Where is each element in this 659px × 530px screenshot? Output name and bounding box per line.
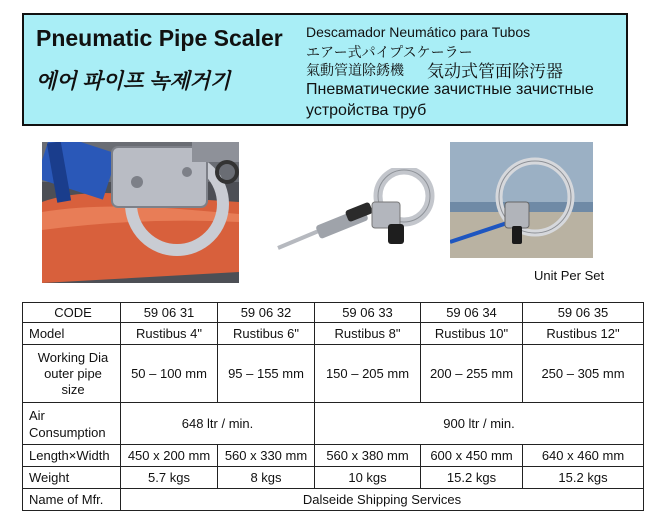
label-working-dia-line1: Working Dia (37, 349, 109, 365)
model-cell: Rustibus 4" (121, 323, 218, 345)
dia-cell: 200 – 255 mm (421, 345, 523, 403)
weight-cell: 10 kgs (315, 467, 421, 489)
product-photo-waterside (450, 142, 593, 258)
label-weight: Weight (23, 467, 121, 489)
weight-cell: 5.7 kgs (121, 467, 218, 489)
title-russian-line1: Пневматические зачистные зачистные (306, 81, 594, 98)
label-air-consumption (23, 403, 121, 445)
code-cell: 59 06 32 (218, 303, 315, 323)
label-air-line2: Consumption (29, 424, 106, 440)
product-photo-in-use (42, 142, 239, 283)
manufacturer-cell: Dalseide Shipping Services (121, 489, 644, 511)
air-cell-large: 900 ltr / min. (315, 403, 644, 445)
weight-cell: 15.2 kgs (523, 467, 644, 489)
dia-cell: 250 – 305 mm (523, 345, 644, 403)
dia-cell: 50 – 100 mm (121, 345, 218, 403)
label-working-dia (23, 345, 121, 403)
row-code (23, 303, 644, 323)
lw-cell: 450 x 200 mm (121, 445, 218, 467)
code-cell: 59 06 31 (121, 303, 218, 323)
title-chinese-traditional: 氣動管道除銹機 (306, 62, 404, 78)
title-english: Pneumatic Pipe Scaler (36, 25, 283, 51)
label-model: Model (23, 323, 121, 345)
weight-cell: 15.2 kgs (421, 467, 523, 489)
lw-cell: 560 x 330 mm (218, 445, 315, 467)
code-cell: 59 06 35 (523, 303, 644, 323)
title-russian-line2: устройства труб (306, 102, 427, 119)
label-code: CODE (23, 303, 121, 323)
model-cell: Rustibus 8" (315, 323, 421, 345)
row-length-width (23, 445, 644, 467)
row-air-consumption (23, 403, 644, 445)
label-length-width: Length×Width (23, 445, 121, 467)
dia-cell: 150 – 205 mm (315, 345, 421, 403)
code-cell: 59 06 33 (315, 303, 421, 323)
row-manufacturer (23, 489, 644, 511)
product-photo-tool (276, 168, 436, 258)
label-working-dia-line3: size (61, 381, 85, 397)
row-model (23, 323, 644, 345)
title-chinese-simplified: 気动式管面除汚器 (427, 62, 563, 81)
label-air-line1: Air (29, 407, 45, 423)
label-manufacturer: Name of Mfr. (23, 489, 121, 511)
title-banner (22, 13, 628, 126)
title-spanish: Descamador Neumático para Tubos (306, 24, 531, 40)
row-working-dia (23, 345, 644, 403)
model-cell: Rustibus 12" (523, 323, 644, 345)
title-japanese: エアー式パイプスケーラー (306, 44, 473, 60)
air-cell-small: 648 ltr / min. (121, 403, 315, 445)
lw-cell: 600 x 450 mm (421, 445, 523, 467)
lw-cell: 560 x 380 mm (315, 445, 421, 467)
spec-table (22, 302, 644, 511)
model-cell: Rustibus 6" (218, 323, 315, 345)
unit-per-set-note: Unit Per Set (534, 268, 605, 283)
label-working-dia-line2: outer pipe (44, 365, 102, 381)
lw-cell: 640 x 460 mm (523, 445, 644, 467)
row-weight (23, 467, 644, 489)
code-cell: 59 06 34 (421, 303, 523, 323)
dia-cell: 95 – 155 mm (218, 345, 315, 403)
weight-cell: 8 kgs (218, 467, 315, 489)
model-cell: Rustibus 10" (421, 323, 523, 345)
title-korean: 에어 파이프 녹제거기 (36, 70, 231, 93)
